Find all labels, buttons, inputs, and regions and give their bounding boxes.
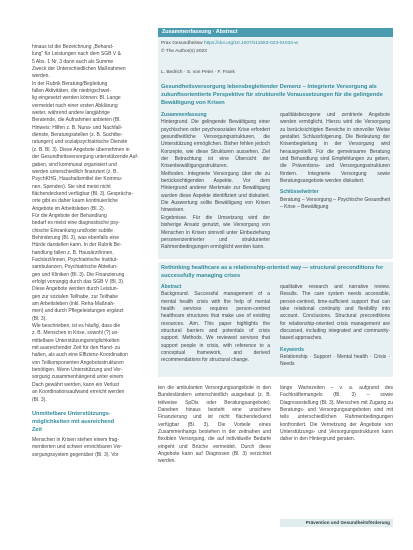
authors-line: L. Bedrich · S. von Peter · F. Frank <box>161 70 235 75</box>
abstract-text-2: qualitative research and narrative review. Results. The care system needs accessible, person-centred, time-sufficient support that can take relational continuity and flexibility into account. Conclusions. Structural preconditions for relationship-oriented crisis management are discussed, including integrated and community-based approaches. <box>280 284 390 342</box>
lines-line: Fachärzt/innen, Psychiatrische Institut- <box>32 256 118 263</box>
body-column-3: länge Wartezeiten – v. a. aufgrund des Fachkräftemangels (Bl. 3) – sowie Diagnosestellung (Bl. 3). Menschen mit Zugang zu Beratungs- und Versorgungsangeboten sind mit teils unterschiedlichen Rahmenbedingungen konfrontiert. Die Vernetzung der Angebote von Unterstützungs- und Versorgungsstrukturen kann daher in den Hintergrund geraten. <box>280 385 393 443</box>
lines-line: flächendeckend verfügbar (Bl. 3). Gesprächs- <box>32 190 133 197</box>
lines-line: Angebote im Arbeitsleben (Bl. 2). <box>32 205 106 212</box>
keywords-en-heading: Keywords <box>280 346 304 353</box>
lines-line: z. B. Menschen in Krise, sowohl (?) un- <box>32 330 119 337</box>
lines-line: benötigen. Wenn Unterstützung und Ver- <box>32 367 123 374</box>
summary-text-1: Hintergrund. Die gelingende Bewältigung einer psychischen oder psychosozialen Krise erfordert gesundheitliche Versorgungsstrukturen, die Unterstützung ermöglichen. Bisher fehlen jedoch Konzepte, wie diese Strukturen aussehen. Ziel der Betrachtung ist eine Übersicht der Krisenbewältigungsstrukturen. <box>161 119 270 170</box>
lines-line: am Arbeitsleben (inkl. Reha-Maßnah- <box>32 301 115 308</box>
lines-line: PsychKHG, Haushaltsmittel der Kommu- <box>32 176 123 183</box>
lines-line: Wie beschrieben, ist es häufig, dass die <box>32 323 121 330</box>
lines-line: vermeidet nach einer ersten Abklärung <box>32 102 118 109</box>
left-column-body <box>32 44 152 404</box>
lines-line: chische Erkrankung und/oder subtile <box>32 227 113 234</box>
journal-section: Prävention und Gesundheitsförderung <box>305 520 390 525</box>
summary-left <box>161 112 270 252</box>
abstract-text-1: Background. Successful management of a mental health crisis with the help of mental health services requires person-centred healthcare structures that make use of existing resources. Aim. This paper highlights the structural barriers and potentials of crisis support. Methods. We reviewed services that support people in crisis, with reference to a conceptual framework, and derived recommendations for structural change. <box>161 291 270 364</box>
lines-line: Hürde darstellen kann. In der Rubrik Be- <box>32 242 122 249</box>
keywords-text: Beratung – Versorgung – Psychische Gesundheit – Krise – Bewältigung <box>280 196 390 211</box>
abstract-right <box>280 284 390 369</box>
lines-line: sambulanzen, Psychiatrische Abteilun- <box>32 264 118 271</box>
lines-line: Behinderung (Bl. 3), was ebenfalls eine <box>32 234 119 241</box>
lines-line: Dach gewährt werden, kann ein Verlust <box>32 381 119 388</box>
lines-line: gen zur sozialen Teilhabe, zur Teilhabe <box>32 293 118 300</box>
lines-line: handlung fallen z. B. Hausärzt/innen, <box>32 249 114 256</box>
abstract-left <box>161 284 270 365</box>
summary-text-4: qualitätsbezogene und zentrierte Angebote werden ermöglicht. Hierzu wird die Versorgung zu berücksichtigten Bereiche in sinnvoller Weise gestaltet. Schlussfolgerung. Die Bedeutung der Krisenbegleitung in der Versorgung wird herausgestellt. Für die gemeinsame Beratung und Behandlung sind Empfehlungen zu geben, die Präventions- und Versorgungsstrukturen fördern. Integrierte Versorgung sowie Beratungsangebote werden diskutiert. <box>280 112 390 185</box>
lines-line: werden unterschiedlich finanziert (z. B. <box>32 168 118 175</box>
lines-line: Beratende, die Aufnahmen anbieten (Bl. <box>32 117 121 124</box>
lines-line: mittelbare Unterstützungsmöglichkeiten <box>32 337 120 344</box>
lines-line: (Bl. 3). <box>32 396 47 403</box>
lines-line: nen, Spenden). Sie sind meist nicht <box>32 183 111 190</box>
lines-line: an Koordinationsaufwand erreicht werden <box>32 389 125 396</box>
tail-line: mentierten und schwer erreichbaren Ver- <box>32 444 123 451</box>
lines-line: (z. B. Bl. 3). Diese Angebote übernehmen in <box>32 146 130 153</box>
left-column <box>32 44 152 459</box>
lines-line: dienste, Beratungsstellen (z. B. Suchtbe- <box>32 132 123 139</box>
lines-line: halten, als auch eine Effizienz-Koordination <box>32 352 128 359</box>
keywords-en-text: Relationship · Support · Mental health · Crisis · Needs <box>280 354 390 368</box>
summary-text-3: Ergebnisse. Für die Umsetzung wird der bisherige Ansatz genutzt, wie Versorgung von Menschen in Krisen sinnvoll unter Einbeziehung personenzentrierter und strukturierter Rahmenbedingungen ermöglicht werden kann. <box>161 214 270 251</box>
lines-line: lig eingesetzt werden können: Bl. Lange <box>32 95 121 102</box>
lines-line: Zweck der Unterschiedlichen Maßnahmen <box>32 66 126 73</box>
keywords-heading: Schlüsselwörter <box>280 189 319 196</box>
summary-text-2: Methoden. Integrierte Versorgung über die zu berücksichtigenden Aspekte. Vor dem Hintergrund anderer Merkmale zur Bewältigung wurden diese Aspekte identifiziert und diskutiert. Die Auswertung sollte Bewältigung von Krisen hinweisen. <box>161 170 270 214</box>
lines-line: fallen Aktivitäten, die niedrigschwel- <box>32 88 111 95</box>
lines-line: 5 Abs. 1 Nr. 3 dann auch als Summe <box>32 58 114 65</box>
summary-heading: Zusammenfassung <box>161 112 207 118</box>
tail-line: sorgungssystem gegenüber (Bl. 3). Vor <box>32 451 119 458</box>
tail-line: Menschen in Krisen stehen einem frag- <box>32 436 119 443</box>
lines-line: der Gesundheitsversorgung unterstützende Auf- <box>32 154 139 161</box>
lines-line: Hinweis: Hilfen z. B. Nuna- und Nachfall- <box>32 124 123 131</box>
doi-link[interactable]: https://doi.org/10.1007/s11553-023-01034-w <box>203 41 298 46</box>
copyright-line: © The Author(s) 2023 <box>161 49 207 54</box>
section-heading <box>32 410 152 434</box>
lines-line: erfolgt vorrangig durch das SGB V (Bl. 3). <box>32 279 125 285</box>
lines-line: weiter, während andere langjährige <box>32 110 110 117</box>
body-column-2: ten die ambulanten Versorgungsangebote in den Bundesländern unterschiedlich ausgebaut (z. B. teilweise SpDis oder Beratungsangebote). Daneben hinaus besteht eine unsichere Finanzierung und ist nicht flächendeckend verfügbar (Bl. 3). Die Vorteile eines Zusammenhangs bestehen in der zeitnahen und flexiblen Versorgung, die auf individuelle Bedarfe eingeht und Brüche vermeidet. Durch diese Angebote kann auf Diagnosen (Bl. 3) verzichtet werden. <box>158 385 271 465</box>
lines-line: werden. <box>32 73 50 80</box>
footer-bar <box>280 519 393 527</box>
lines-line: ratungen) und sozialpsychiatrische Dienste <box>32 139 128 146</box>
lines-line: men) und durch Pflegeleistungen ergänzt <box>32 308 124 315</box>
lines-line: gaben, sind kommunal organisiert und <box>32 161 117 168</box>
german-title: Gesundheitsversorgung lebensbegleitender Demenz – Integrierte Versorgung als zukunftsorientierte Perspektive für strukturelle Voraussetzungen für die gelingende Bewältigung von Krisen <box>161 84 383 106</box>
abstract-header-bar <box>158 28 393 37</box>
summary-right <box>280 112 390 211</box>
lines-line: lung“ für Leistungen nach dem SGB V & <box>32 51 121 58</box>
lines-line: In der Rubrik Beratung/Begleitung <box>32 80 108 87</box>
page-number <box>396 519 410 527</box>
lines-line: Für die Angebote der Behandlung <box>32 212 107 219</box>
english-title: Rethinking healthcare as a relationship-oriented way — structural preconditions for successfully managing crises <box>161 265 384 279</box>
lines-line: mit ausreichender Zeit für den Hand- zu <box>32 345 121 352</box>
abstract-header-text: Zusammenfassung · Abstract <box>162 29 238 35</box>
heading-line: möglichkeiten mit ausreichend <box>32 418 115 425</box>
lines-line: Diese Angebote werden durch Leistun- <box>32 286 119 293</box>
lines-line: sorgung zusammenhängend unter einem <box>32 374 124 381</box>
lines-line: gen und Kliniken (Bl. 3). Die Finanzierung <box>32 271 125 278</box>
lines-line: von Teilkomponenten Angebotsstrukturen <box>32 359 124 366</box>
left-column-tail <box>32 437 152 459</box>
heading-line: Zeit <box>32 426 42 433</box>
lines-line: bedarf es meist eine diagnostische psy- <box>32 220 120 227</box>
lines-line: hinaus ist die Bezeichnung „Behand- <box>32 44 114 50</box>
lines-line: (Bl. 3). <box>32 315 47 322</box>
abstract-heading: Abstract <box>161 284 182 290</box>
heading-line: Unmittelbare Unterstützungs- <box>32 410 111 417</box>
journal-line: Prax Gesundheitsw https://doi.org/10.1007/s11553-023-01034-w <box>161 41 298 46</box>
lines-line: orte gibt es daher kaum kontinuierliche <box>32 198 118 205</box>
